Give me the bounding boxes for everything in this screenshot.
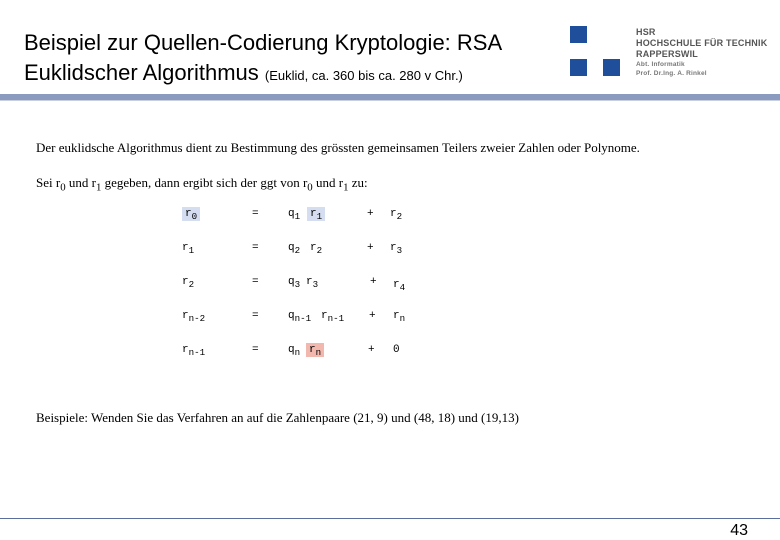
eq-divisor: $r_3$ [306, 276, 319, 291]
logo-square-2 [570, 59, 587, 76]
logo-line-1: HSR [636, 27, 656, 37]
given-paragraph: Sei $r_0$ und $r_1$ gegeben, dann ergibt sich der ggt von $r_0$ und $r_1$ zu: [36, 175, 368, 194]
logo-line-2: HOCHSCHULE FÜR TECHNIK [636, 38, 768, 48]
hsr-logo-squares [570, 26, 626, 78]
slide-title [24, 28, 502, 91]
eq-plus: + [369, 310, 376, 322]
eq-quotient: $q_n$ [288, 344, 301, 359]
page-number: 43 [730, 522, 748, 539]
eq-remainder: 0 [393, 344, 400, 356]
eq-lhs: $r_{n-2}$ [182, 310, 206, 325]
hsr-logo-text [636, 27, 767, 78]
eq-remainder: $r_4$ [393, 279, 406, 294]
eq-remainder: $r_2$ [390, 208, 403, 223]
example-paragraph: Beispiele: Wenden Sie das Verfahren an auf die Zahlenpaare (21, 9) und (48, 18) und (19,13) [36, 410, 519, 425]
eq-remainder: $r_n$ [393, 310, 406, 325]
eq-lhs: $r_{n-1}$ [182, 344, 206, 359]
eq-plus: + [367, 208, 374, 220]
eq-quotient: $q_3$ [288, 276, 301, 291]
eq-lhs: $r_0$ [182, 208, 200, 222]
header-divider-thin [0, 100, 780, 101]
eq-lhs: $r_2$ [182, 276, 195, 291]
eq-equals: = [252, 344, 259, 356]
logo-line-5: Prof. Dr.Ing. A. Rinkel [636, 70, 707, 77]
eq-quotient: $q_1$ [288, 208, 301, 223]
eq-divisor: $r_1$ [307, 208, 325, 222]
title-line-2 [24, 58, 502, 91]
eq-plus: + [367, 242, 374, 254]
eq-plus: + [370, 276, 377, 288]
eq-quotient: $q_2$ [288, 242, 301, 257]
eq-equals: = [252, 242, 259, 254]
logo-square-1 [570, 26, 587, 43]
eq-lhs: $r_1$ [182, 242, 195, 257]
eq-divisor: $r_{n-1}$ [321, 310, 345, 325]
title-main: Euklidscher Algorithmus [24, 60, 259, 85]
eq-equals: = [252, 208, 259, 220]
intro-paragraph: Der euklidsche Algorithmus dient zu Bestimmung des grössten gemeinsamen Teilers zweier Zahlen oder Polynome. [36, 140, 640, 155]
eq-equals: = [252, 276, 259, 288]
eq-divisor: $r_n$ [306, 344, 324, 358]
logo-square-3 [603, 59, 620, 76]
eq-equals: = [252, 310, 259, 322]
eq-remainder: $r_3$ [390, 242, 403, 257]
title-note: (Euklid, ca. 360 bis ca. 280 v Chr.) [264, 68, 463, 83]
footer-divider [0, 518, 780, 519]
eq-divisor: $r_2$ [310, 242, 323, 257]
eq-plus: + [368, 344, 375, 356]
logo-line-4: Abt. Informatik [636, 61, 685, 68]
logo-line-3: RAPPERSWIL [636, 49, 699, 59]
title-line-1: Beispiel zur Quellen-Codierung Kryptologie: RSA [24, 30, 503, 55]
eq-quotient: $q_{n-1}$ [288, 310, 312, 325]
